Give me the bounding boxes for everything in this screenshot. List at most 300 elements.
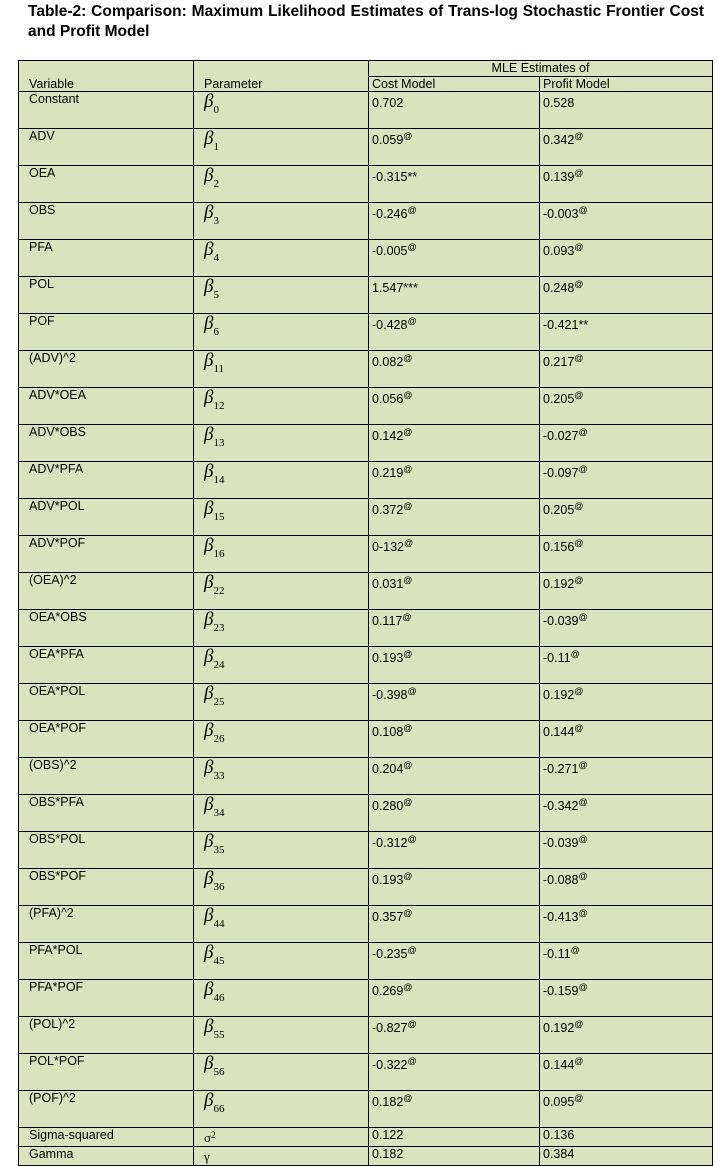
- cost-value: 0.269: [372, 984, 404, 998]
- parameter-symbol: [204, 166, 219, 199]
- parameter-symbol: [204, 536, 224, 569]
- cost-estimate-cell: [369, 869, 540, 906]
- cost-estimate-cell: [369, 203, 540, 240]
- beta-subscript: 44: [213, 918, 225, 930]
- significance-mark: @: [578, 982, 588, 992]
- parameter-cell: [194, 832, 369, 869]
- significance-mark: @: [403, 390, 413, 400]
- beta-subscript: 34: [213, 807, 225, 819]
- profit-value: -0.11: [543, 947, 571, 961]
- variable-cell: OBS*POL: [19, 832, 194, 869]
- parameter-cell: [194, 351, 369, 388]
- significance-mark: @: [574, 575, 584, 585]
- profit-value: -0.421**: [543, 318, 589, 332]
- cost-estimate-cell: [369, 906, 540, 943]
- parameter-symbol: [204, 351, 224, 384]
- cost-value: 0.702: [372, 96, 404, 110]
- beta-symbol: β: [204, 942, 214, 963]
- table-row: [19, 203, 713, 240]
- parameter-cell: [194, 166, 369, 203]
- profit-estimate-cell: [540, 351, 713, 388]
- variable-cell: Gamma: [19, 1147, 194, 1166]
- parameter-cell: [194, 869, 369, 906]
- parameter-cell: [194, 499, 369, 536]
- significance-mark: @: [403, 501, 413, 511]
- cost-estimate-cell: [369, 1054, 540, 1091]
- significance-mark: @: [403, 1093, 413, 1103]
- cost-estimate-cell: [369, 573, 540, 610]
- profit-estimate-cell: [540, 388, 713, 425]
- group-header-row: [19, 61, 713, 77]
- parameter-symbol: [204, 906, 224, 939]
- profit-value: 0.144: [543, 1058, 575, 1072]
- profit-estimate-cell: [540, 1017, 713, 1054]
- cost-estimate-cell: [369, 536, 540, 573]
- parameter-symbol: [204, 1054, 224, 1087]
- variable-cell: ADV*POL: [19, 499, 194, 536]
- beta-symbol: β: [204, 720, 214, 741]
- cost-value: -0.315**: [372, 170, 418, 184]
- variable-cell: Sigma-squared: [19, 1128, 194, 1147]
- cost-estimate-cell: [369, 499, 540, 536]
- variable-cell: ADV*POF: [19, 536, 194, 573]
- parameter-cell: [194, 906, 369, 943]
- profit-estimate-cell: [540, 832, 713, 869]
- table-row: [19, 314, 713, 351]
- profit-value: 0.093: [543, 244, 575, 258]
- significance-mark: @: [578, 908, 588, 918]
- significance-mark: @: [407, 205, 417, 215]
- beta-subscript: 24: [213, 659, 225, 671]
- beta-symbol: β: [204, 535, 214, 556]
- table-row: [19, 240, 713, 277]
- profit-value: 0.528: [543, 96, 575, 110]
- beta-subscript: 23: [213, 622, 225, 634]
- beta-subscript: 33: [213, 770, 225, 782]
- variable-cell: POF: [19, 314, 194, 351]
- profit-value: -0.342: [543, 799, 579, 813]
- parameter-symbol: [204, 647, 224, 680]
- profit-estimate-cell: [540, 943, 713, 980]
- variable-cell: OEA: [19, 166, 194, 203]
- table-row: [19, 1017, 713, 1054]
- significance-mark: @: [578, 612, 588, 622]
- cost-estimate-cell: [369, 351, 540, 388]
- significance-mark: @: [407, 834, 417, 844]
- profit-estimate-cell: [540, 203, 713, 240]
- parameter-cell: [194, 1054, 369, 1091]
- cost-estimate-cell: [369, 1017, 540, 1054]
- beta-symbol: β: [204, 905, 214, 926]
- parameter-cell: [194, 536, 369, 573]
- cost-value: 0.204: [372, 762, 404, 776]
- beta-subscript: 6: [213, 326, 219, 338]
- beta-symbol: β: [204, 350, 214, 371]
- parameter-symbol: [204, 980, 224, 1013]
- parameter-symbol: [204, 92, 219, 125]
- beta-symbol: β: [204, 387, 214, 408]
- significance-mark: @: [407, 1056, 417, 1066]
- table-title: Table-2: Comparison: Maximum Likelihood Estimates of Trans-log Stochastic Frontier Cost and Profit Model: [28, 3, 704, 40]
- beta-subscript: 15: [213, 511, 225, 523]
- beta-symbol: β: [204, 683, 214, 704]
- table-row: [19, 721, 713, 758]
- parameter-cell: [194, 1147, 369, 1166]
- significance-mark: @: [578, 834, 588, 844]
- variable-cell: OBS*PFA: [19, 795, 194, 832]
- significance-mark: @: [578, 871, 588, 881]
- profit-value: -0.088: [543, 873, 579, 887]
- table-row: [19, 462, 713, 499]
- profit-estimate-cell: 0.136: [540, 1128, 713, 1147]
- significance-mark: @: [407, 242, 417, 252]
- profit-estimate-cell: [540, 1091, 713, 1128]
- beta-symbol: β: [204, 646, 214, 667]
- table-row: [19, 795, 713, 832]
- parameter-cell: [194, 980, 369, 1017]
- table-row: [19, 351, 713, 388]
- parameter-symbol: [204, 1017, 224, 1050]
- variable-cell: OBS: [19, 203, 194, 240]
- cost-value: -0.322: [372, 1058, 408, 1072]
- beta-subscript: 45: [213, 955, 225, 967]
- parameter-symbol: [204, 610, 224, 643]
- parameter-cell: [194, 721, 369, 758]
- significance-mark: @: [578, 760, 588, 770]
- profit-estimate-cell: [540, 536, 713, 573]
- estimates-table: [18, 60, 713, 1166]
- cost-value: -0.827: [372, 1021, 408, 1035]
- profit-estimate-cell: [540, 610, 713, 647]
- significance-mark: @: [403, 723, 413, 733]
- significance-mark: @: [403, 353, 413, 363]
- parameter-symbol: [204, 795, 224, 828]
- parameter-cell: [194, 943, 369, 980]
- beta-symbol: β: [204, 609, 214, 630]
- parameter-symbol: [204, 721, 224, 754]
- parameter-symbol: [204, 388, 224, 421]
- beta-symbol: β: [204, 831, 214, 852]
- parameter-cell: [194, 425, 369, 462]
- profit-estimate-cell: [540, 1054, 713, 1091]
- beta-symbol: β: [204, 979, 214, 1000]
- beta-symbol: β: [204, 461, 214, 482]
- variable-cell: (OEA)^2: [19, 573, 194, 610]
- parameter-symbol: [204, 943, 224, 976]
- profit-estimate-cell: [540, 684, 713, 721]
- cost-estimate-cell: [369, 129, 540, 166]
- profit-estimate-cell: [540, 129, 713, 166]
- table-row: [19, 92, 713, 129]
- table-row: [19, 1054, 713, 1091]
- beta-subscript: 1: [213, 141, 219, 153]
- parameter-superscript: 2: [211, 1130, 216, 1140]
- profit-estimate-cell: [540, 92, 713, 129]
- column-header-variable: Variable: [19, 77, 194, 92]
- parameter-cell: [194, 795, 369, 832]
- cost-value: 0-132: [372, 540, 404, 554]
- cost-value: 0.280: [372, 799, 404, 813]
- significance-mark: @: [403, 797, 413, 807]
- profit-value: 0.192: [543, 688, 575, 702]
- beta-subscript: 11: [213, 363, 225, 375]
- parameter-symbol: [204, 462, 224, 495]
- beta-symbol: β: [204, 498, 214, 519]
- beta-subscript: 4: [213, 252, 219, 264]
- profit-estimate-cell: [540, 758, 713, 795]
- profit-estimate-cell: [540, 573, 713, 610]
- parameter-symbol: [204, 203, 219, 236]
- table-row: [19, 277, 713, 314]
- profit-estimate-cell: [540, 462, 713, 499]
- cost-estimate-cell: [369, 314, 540, 351]
- variable-cell: ADV: [19, 129, 194, 166]
- cost-value: 0.219: [372, 466, 404, 480]
- parameter-symbol: [204, 1091, 224, 1124]
- variable-cell: PFA*POL: [19, 943, 194, 980]
- table-row: [19, 129, 713, 166]
- table-row: [19, 832, 713, 869]
- parameter-symbol: [204, 832, 224, 865]
- beta-symbol: β: [204, 128, 214, 149]
- cost-value: 0.193: [372, 873, 404, 887]
- parameter-cell: [194, 92, 369, 129]
- parameter-cell: [194, 758, 369, 795]
- beta-symbol: β: [204, 572, 214, 593]
- variable-cell: POL*POF: [19, 1054, 194, 1091]
- significance-mark: @: [574, 242, 584, 252]
- parameter-cell: [194, 388, 369, 425]
- parameter-symbol: [204, 573, 224, 606]
- beta-symbol: β: [204, 868, 214, 889]
- beta-subscript: 2: [213, 178, 219, 190]
- profit-value: 0.144: [543, 725, 575, 739]
- column-header-cost: Cost Model: [369, 77, 540, 92]
- significance-mark: @: [407, 316, 417, 326]
- parameter-cell: [194, 1128, 369, 1147]
- column-header-parameter: Parameter: [194, 77, 369, 92]
- parameter-cell: [194, 1017, 369, 1054]
- variable-cell: OEA*POL: [19, 684, 194, 721]
- header-cell-empty: [19, 61, 194, 77]
- significance-mark: @: [403, 908, 413, 918]
- beta-symbol: β: [204, 165, 214, 186]
- significance-mark: @: [574, 723, 584, 733]
- profit-estimate-cell: [540, 647, 713, 684]
- significance-mark: @: [570, 649, 580, 659]
- significance-mark: @: [574, 1093, 584, 1103]
- beta-symbol: β: [204, 1090, 214, 1111]
- cost-estimate-cell: [369, 1091, 540, 1128]
- significance-mark: @: [578, 464, 588, 474]
- cost-estimate-cell: 0.122: [369, 1128, 540, 1147]
- beta-subscript: 13: [213, 437, 225, 449]
- profit-value: -0.003: [543, 207, 579, 221]
- cost-value: -0.428: [372, 318, 408, 332]
- variable-cell: PFA*POF: [19, 980, 194, 1017]
- cost-estimate-cell: [369, 795, 540, 832]
- beta-symbol: β: [204, 794, 214, 815]
- profit-value: 0.342: [543, 133, 575, 147]
- significance-mark: @: [574, 353, 584, 363]
- parameter-symbol: σ: [204, 1130, 212, 1145]
- cost-value: -0.312: [372, 836, 408, 850]
- profit-estimate-cell: [540, 721, 713, 758]
- cost-value: 0.357: [372, 910, 404, 924]
- profit-value: 0.205: [543, 392, 575, 406]
- profit-estimate-cell: [540, 906, 713, 943]
- profit-value: 0.192: [543, 577, 575, 591]
- table-row: [19, 499, 713, 536]
- significance-mark: @: [403, 760, 413, 770]
- beta-symbol: β: [204, 1016, 214, 1037]
- beta-symbol: β: [204, 757, 214, 778]
- profit-value: 0.095: [543, 1095, 575, 1109]
- beta-subscript: 36: [213, 881, 225, 893]
- variable-cell: OBS*POF: [19, 869, 194, 906]
- profit-value: -0.159: [543, 984, 579, 998]
- variable-cell: Constant: [19, 92, 194, 129]
- cost-estimate-cell: [369, 388, 540, 425]
- header-cell-empty: [194, 61, 369, 77]
- profit-value: 0.139: [543, 170, 575, 184]
- table-row: [19, 610, 713, 647]
- cost-estimate-cell: [369, 758, 540, 795]
- significance-mark: @: [570, 945, 580, 955]
- table-row: [19, 869, 713, 906]
- profit-estimate-cell: [540, 240, 713, 277]
- profit-estimate-cell: [540, 277, 713, 314]
- parameter-symbol: [204, 684, 224, 717]
- parameter-symbol: [204, 314, 219, 347]
- variable-cell: ADV*PFA: [19, 462, 194, 499]
- beta-symbol: β: [204, 239, 214, 260]
- significance-mark: @: [403, 131, 413, 141]
- variable-cell: POL: [19, 277, 194, 314]
- cost-value: 0.372: [372, 503, 404, 517]
- parameter-cell: [194, 462, 369, 499]
- parameter-symbol: [204, 425, 224, 458]
- profit-estimate-cell: [540, 166, 713, 203]
- variable-cell: OEA*PFA: [19, 647, 194, 684]
- cost-value: 0.082: [372, 355, 404, 369]
- beta-subscript: 22: [213, 585, 225, 597]
- significance-mark: @: [407, 945, 417, 955]
- profit-value: 0.156: [543, 540, 575, 554]
- cost-estimate-cell: 0.182: [369, 1147, 540, 1166]
- significance-mark: @: [574, 538, 584, 548]
- beta-subscript: 55: [213, 1029, 225, 1041]
- profit-estimate-cell: [540, 869, 713, 906]
- table-row: [19, 1147, 713, 1166]
- profit-value: 0.248: [543, 281, 575, 295]
- table-row: [19, 1128, 713, 1147]
- cost-estimate-cell: [369, 943, 540, 980]
- parameter-symbol: γ: [204, 1149, 210, 1164]
- significance-mark: @: [578, 205, 588, 215]
- cost-estimate-cell: [369, 980, 540, 1017]
- significance-mark: @: [407, 686, 417, 696]
- table-row: [19, 425, 713, 462]
- significance-mark: @: [574, 1056, 584, 1066]
- significance-mark: @: [574, 1019, 584, 1029]
- cost-value: 0.193: [372, 651, 404, 665]
- significance-mark: @: [578, 427, 588, 437]
- parameter-symbol: [204, 240, 219, 273]
- cost-value: -0.398: [372, 688, 408, 702]
- beta-subscript: 66: [213, 1103, 225, 1115]
- cost-estimate-cell: [369, 240, 540, 277]
- cost-value: -0.235: [372, 947, 408, 961]
- beta-subscript: 35: [213, 844, 225, 856]
- cost-estimate-cell: [369, 684, 540, 721]
- parameter-cell: [194, 314, 369, 351]
- significance-mark: @: [403, 649, 413, 659]
- cost-estimate-cell: [369, 462, 540, 499]
- beta-subscript: 5: [213, 289, 219, 301]
- profit-estimate-cell: [540, 980, 713, 1017]
- profit-value: -0.271: [543, 762, 579, 776]
- parameter-cell: [194, 129, 369, 166]
- table-row: [19, 536, 713, 573]
- parameter-symbol: [204, 499, 224, 532]
- significance-mark: @: [403, 427, 413, 437]
- variable-cell: OEA*OBS: [19, 610, 194, 647]
- profit-estimate-cell: [540, 425, 713, 462]
- cost-value: 1.547***: [372, 281, 418, 295]
- group-header: MLE Estimates of: [369, 61, 713, 77]
- parameter-symbol: [204, 129, 219, 162]
- column-header-row: [19, 77, 713, 92]
- variable-cell: (POF)^2: [19, 1091, 194, 1128]
- table-body: [19, 61, 713, 1166]
- profit-value: -0.413: [543, 910, 579, 924]
- parameter-cell: [194, 1091, 369, 1128]
- parameter-symbol: [204, 758, 224, 791]
- parameter-cell: [194, 240, 369, 277]
- beta-symbol: β: [204, 1053, 214, 1074]
- table-row: [19, 906, 713, 943]
- cost-value: 0.056: [372, 392, 404, 406]
- profit-estimate-cell: [540, 795, 713, 832]
- table-row: [19, 573, 713, 610]
- cost-estimate-cell: [369, 277, 540, 314]
- cost-value: 0.117: [372, 614, 403, 628]
- cost-value: 0.059: [372, 133, 404, 147]
- beta-subscript: 56: [213, 1066, 225, 1078]
- parameter-cell: [194, 610, 369, 647]
- table-row: [19, 166, 713, 203]
- significance-mark: @: [574, 168, 584, 178]
- cost-value: 0.142: [372, 429, 404, 443]
- variable-cell: (ADV)^2: [19, 351, 194, 388]
- significance-mark: @: [403, 575, 413, 585]
- significance-mark: @: [578, 797, 588, 807]
- beta-symbol: β: [204, 91, 214, 112]
- variable-cell: ADV*OBS: [19, 425, 194, 462]
- parameter-symbol: [204, 277, 219, 310]
- significance-mark: @: [574, 501, 584, 511]
- parameter-cell: [194, 573, 369, 610]
- cost-estimate-cell: [369, 166, 540, 203]
- profit-value: -0.039: [543, 836, 579, 850]
- significance-mark: @: [403, 538, 414, 548]
- parameter-cell: [194, 203, 369, 240]
- beta-subscript: 26: [213, 733, 225, 745]
- significance-mark: @: [407, 1019, 417, 1029]
- cost-value: 0.108: [372, 725, 404, 739]
- variable-cell: ADV*OEA: [19, 388, 194, 425]
